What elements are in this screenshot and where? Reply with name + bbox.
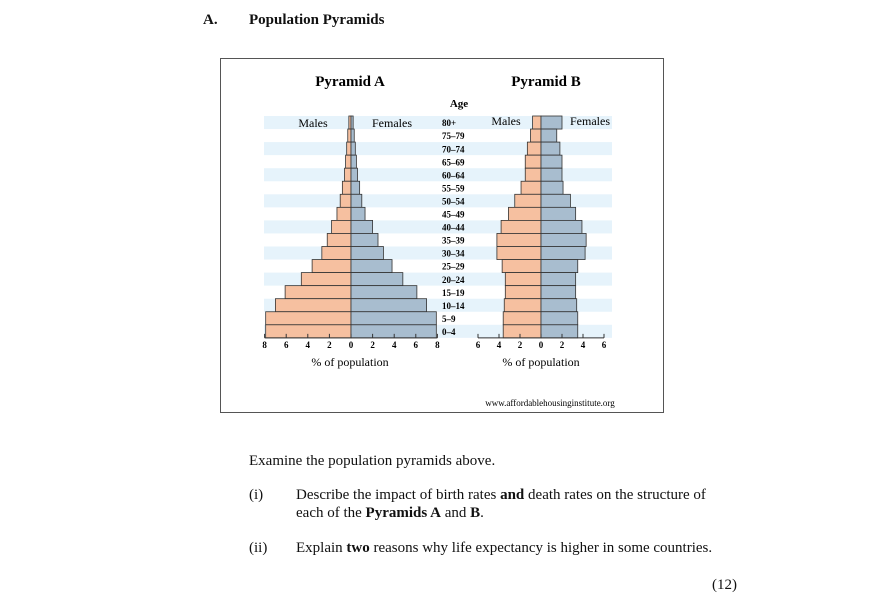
pyramid-a-male-bar: [322, 247, 351, 260]
age-group-label: 70–74: [442, 144, 465, 155]
pyramid-b-female-bar: [541, 286, 576, 299]
pyramid-b-title: Pyramid B: [511, 74, 581, 90]
pyramid-b-female-bar: [541, 142, 560, 155]
pyramid-a-x-tick-label: 8: [262, 339, 267, 350]
pyramid-a-female-bar: [351, 273, 403, 286]
pyramid-b-male-bar: [504, 299, 541, 312]
pyramid-b-male-bar: [497, 247, 541, 260]
pyramid-a-male-bar: [266, 325, 351, 338]
pyramid-a-female-bar: [351, 325, 436, 338]
pyramid-b-female-bar: [541, 168, 562, 181]
age-group-label: 15–19: [442, 287, 465, 298]
pyramid-a-males-label: Males: [298, 116, 328, 130]
pyramid-b-females-label: Females: [570, 114, 610, 128]
pyramid-a-male-bar: [348, 129, 351, 142]
pyramid-a-male-bar: [301, 273, 351, 286]
pyramid-b-male-bar: [503, 312, 541, 325]
pyramid-a-male-bar: [340, 194, 351, 207]
pyramid-b-male-bar: [515, 194, 541, 207]
pyramid-a-x-label: % of population: [311, 355, 389, 369]
source-credit: www.affordablehousinginstitute.org: [485, 398, 615, 408]
pyramid-b-female-bar: [541, 194, 570, 207]
pyramid-b-male-bar: [527, 142, 541, 155]
age-group-label: 20–24: [442, 274, 465, 285]
pyramid-a-x-tick-label: 0: [348, 339, 354, 350]
pyramid-b-female-bar: [541, 220, 582, 233]
pyramid-a-male-bar: [327, 233, 351, 246]
pyramid-b-female-bar: [541, 299, 577, 312]
age-group-label: 55–59: [442, 183, 465, 194]
pyramid-b-female-bar: [541, 129, 557, 142]
pyramid-b-female-bar: [541, 155, 562, 168]
age-group-label: 60–64: [442, 170, 465, 181]
pyramid-b-female-bar: [541, 325, 578, 338]
pyramid-b-male-bar: [525, 168, 541, 181]
age-group-label: 40–44: [442, 222, 465, 233]
question-i-number: (i): [249, 487, 264, 503]
age-group-label: 25–29: [442, 261, 465, 272]
section-title: Population Pyramids: [249, 12, 385, 28]
pyramid-a-female-bar: [351, 312, 436, 325]
pyramid-a-female-bar: [351, 181, 360, 194]
pyramid-b-male-bar: [521, 181, 541, 194]
question-ii-text: Explain two reasons why life expectancy is higher in some countries.: [296, 540, 713, 556]
age-group-label: 10–14: [442, 300, 465, 311]
pyramid-a-female-bar: [351, 116, 353, 129]
pyramid-b-female-bar: [541, 181, 563, 194]
pyramid-b-x-tick-label: 4: [496, 339, 502, 350]
pyramid-b-male-bar: [525, 155, 541, 168]
pyramid-b-x-tick-label: 6: [475, 339, 481, 350]
pyramid-a-male-bar: [285, 286, 351, 299]
pyramid-a-x-tick-label: 2: [327, 339, 332, 350]
pyramid-a-female-bar: [351, 247, 383, 260]
pyramid-b-male-bar: [533, 116, 541, 129]
pyramid-a-x-tick-label: 2: [370, 339, 375, 350]
pyramid-a-females-label: Females: [372, 116, 412, 130]
pyramid-a-female-bar: [351, 233, 378, 246]
pyramid-b-female-bar: [541, 247, 585, 260]
pyramid-a-female-bar: [351, 220, 373, 233]
pyramid-a-male-bar: [337, 207, 351, 220]
pyramid-b-x-tick-label: 2: [559, 339, 565, 350]
pyramid-a-female-bar: [351, 260, 392, 273]
pyramid-b-female-bar: [541, 273, 576, 286]
pyramid-a-male-bar: [347, 142, 351, 155]
pyramid-a-male-bar: [275, 299, 351, 312]
pyramid-a-male-bar: [346, 155, 351, 168]
pyramid-b-male-bar: [497, 233, 541, 246]
pyramid-b-female-bar: [541, 233, 586, 246]
pyramid-a-x-tick-label: 6: [413, 339, 419, 350]
pyramid-a-male-bar: [345, 168, 351, 181]
marks-label: (12): [712, 577, 737, 593]
pyramid-a-x-tick-label: 6: [283, 339, 289, 350]
pyramid-a-male-bar: [312, 260, 351, 273]
question-ii-number: (ii): [249, 540, 268, 556]
question-i-text: Describe the impact of birth rates and death rates on the structure of each of the Pyramids A and B.: [296, 487, 706, 521]
age-group-label: 0–4: [442, 326, 456, 337]
pyramid-b-female-bar: [541, 116, 562, 129]
pyramid-a-female-bar: [351, 168, 357, 181]
pyramid-b-males-label: Males: [491, 114, 521, 128]
age-group-label: 5–9: [442, 313, 456, 324]
question-intro: Examine the population pyramids above.: [249, 453, 496, 469]
age-group-label: 35–39: [442, 235, 465, 246]
age-group-label: 80+: [442, 118, 457, 129]
age-axis-label: Age: [449, 98, 469, 110]
pyramid-a-female-bar: [351, 207, 365, 220]
pyramid-a-female-bar: [351, 155, 356, 168]
pyramid-b-male-bar: [505, 286, 541, 299]
pyramid-a-male-bar: [266, 312, 351, 325]
age-group-label: 30–34: [442, 248, 465, 259]
pyramid-a-male-bar: [332, 220, 351, 233]
pyramid-b-x-tick-label: 4: [580, 339, 586, 350]
pyramid-a-x-tick-label: 4: [391, 339, 397, 350]
pyramid-a-female-bar: [351, 194, 362, 207]
pyramid-a-x-tick-label: 8: [435, 339, 440, 350]
pyramid-b-male-bar: [501, 220, 541, 233]
pyramid-a-female-bar: [351, 286, 417, 299]
age-group-label: 75–79: [442, 131, 465, 142]
pyramid-b-x-tick-label: 0: [538, 339, 544, 350]
section-letter: A.: [203, 12, 218, 28]
age-group-label: 45–49: [442, 209, 465, 220]
age-group-label: 50–54: [442, 196, 465, 207]
pyramid-b-male-bar: [503, 325, 541, 338]
pyramid-b-x-tick-label: 6: [601, 339, 607, 350]
pyramid-b-female-bar: [541, 312, 578, 325]
pyramid-b-male-bar: [531, 129, 542, 142]
age-labels: [442, 118, 465, 337]
pyramid-b-female-bar: [541, 260, 578, 273]
pyramid-a-male-bar: [342, 181, 351, 194]
pyramid-b-male-bar: [505, 273, 541, 286]
pyramid-b-male-bar: [508, 207, 541, 220]
pyramid-b-x-tick-label: 2: [517, 339, 523, 350]
pyramid-b-male-bar: [502, 260, 541, 273]
age-group-label: 65–69: [442, 157, 465, 168]
pyramid-a-female-bar: [351, 129, 354, 142]
pyramid-a-x-tick-label: 4: [305, 339, 311, 350]
pyramid-a-female-bar: [351, 299, 427, 312]
pyramid-b-female-bar: [541, 207, 576, 220]
pyramid-a-female-bar: [351, 142, 355, 155]
pyramid-a-title: Pyramid A: [315, 74, 385, 90]
pyramid-b-x-label: % of population: [502, 355, 580, 369]
